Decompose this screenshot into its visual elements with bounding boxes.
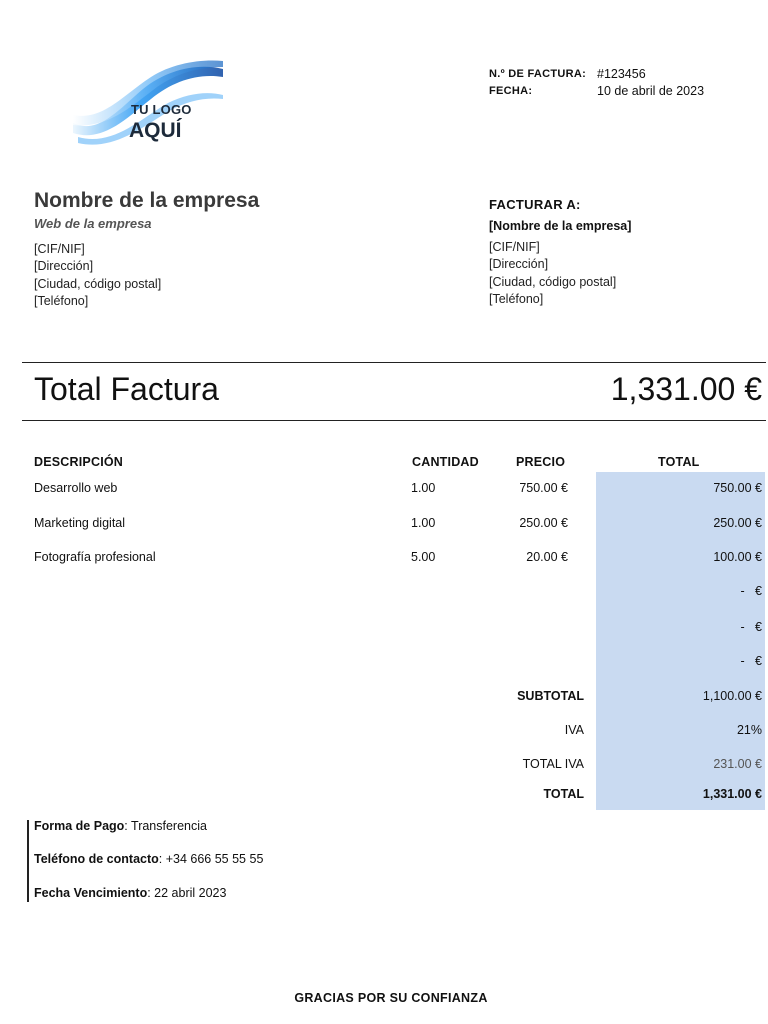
invoice-date-label: FECHA:	[489, 85, 533, 97]
payment-phone-label: Teléfono de contacto	[34, 852, 159, 866]
divider-bottom	[22, 420, 766, 421]
header-price: PRECIO	[516, 455, 566, 469]
row3-price: 20.00 €	[526, 550, 568, 564]
row6-total: - €	[740, 654, 762, 668]
subtotal-value: 1,100.00 €	[702, 689, 762, 703]
company-logo	[73, 55, 223, 147]
invoice-number-value: #123456	[597, 67, 646, 81]
total-invoice-value: 1,331.00 €	[610, 371, 762, 407]
bill-to-name: [Nombre de la empresa]	[489, 219, 632, 233]
row4-total: - €	[740, 584, 762, 598]
divider-top	[22, 362, 766, 363]
row3-description: Fotografía profesional	[34, 550, 156, 564]
payment-method-value: : Transferencia	[124, 819, 207, 833]
company-phone: [Teléfono]	[34, 293, 89, 308]
company-street: [Dirección]	[34, 259, 94, 274]
iva-label: IVA	[564, 723, 584, 737]
row5-total: - €	[740, 620, 762, 634]
row3-total: 100.00 €	[713, 550, 762, 564]
payment-method-label: Forma de Pago	[34, 819, 125, 833]
issuer-company	[34, 189, 259, 310]
company-city: [Ciudad, código postal]	[34, 276, 162, 291]
total-iva-value: 231.00 €	[713, 757, 762, 771]
row2-description: Marketing digital	[34, 516, 126, 530]
bill-to-phone: [Teléfono]	[489, 291, 544, 306]
header-quantity: CANTIDAD	[412, 455, 479, 469]
invoice-meta	[489, 66, 704, 100]
row1-quantity: 1.00	[411, 481, 436, 495]
grand-total-label: TOTAL	[543, 787, 584, 801]
bill-to-tax-id: [CIF/NIF]	[489, 240, 540, 254]
logo-text-line1: TU LOGO	[131, 102, 192, 117]
logo-text-line2: AQUÍ	[129, 119, 182, 142]
invoice-number-label: N.º DE FACTURA:	[489, 68, 587, 80]
subtotal-label: SUBTOTAL	[517, 689, 584, 703]
total-iva-label: TOTAL IVA	[522, 757, 584, 771]
company-name: Nombre de la empresa	[34, 189, 260, 212]
bill-to-address	[489, 239, 631, 308]
row1-price: 750.00 €	[519, 481, 568, 495]
payment-phone	[34, 852, 263, 866]
header-description: DESCRIPCIÓN	[34, 455, 124, 469]
company-address	[34, 241, 259, 310]
payment-due-label: Fecha Vencimiento	[34, 886, 148, 900]
payment-divider	[27, 820, 29, 902]
bill-to-city: [Ciudad, código postal]	[489, 274, 617, 289]
bill-to-title: FACTURAR A:	[489, 197, 581, 212]
row2-quantity: 1.00	[411, 516, 436, 530]
invoice-date-value: 10 de abril de 2023	[597, 84, 705, 98]
thanks-message: GRACIAS POR SU CONFIANZA	[294, 991, 488, 1005]
total-invoice-label: Total Factura	[34, 371, 219, 407]
payment-method	[34, 819, 207, 833]
company-web: Web de la empresa	[34, 216, 152, 231]
header-total: TOTAL	[658, 455, 700, 469]
grand-total-value: 1,331.00 €	[702, 787, 762, 801]
payment-due-value: : 22 abril 2023	[147, 886, 227, 900]
row2-price: 250.00 €	[519, 516, 568, 530]
bill-to	[489, 197, 631, 308]
row1-total: 750.00 €	[713, 481, 762, 495]
row1-description: Desarrollo web	[34, 481, 118, 495]
payment-phone-value: : +34 666 55 55 55	[158, 852, 264, 866]
row2-total: 250.00 €	[713, 516, 762, 530]
payment-due	[34, 886, 226, 900]
row3-quantity: 5.00	[411, 550, 436, 564]
company-tax-id: [CIF/NIF]	[34, 242, 85, 256]
iva-value: 21%	[736, 723, 762, 737]
bill-to-street: [Dirección]	[489, 257, 549, 272]
